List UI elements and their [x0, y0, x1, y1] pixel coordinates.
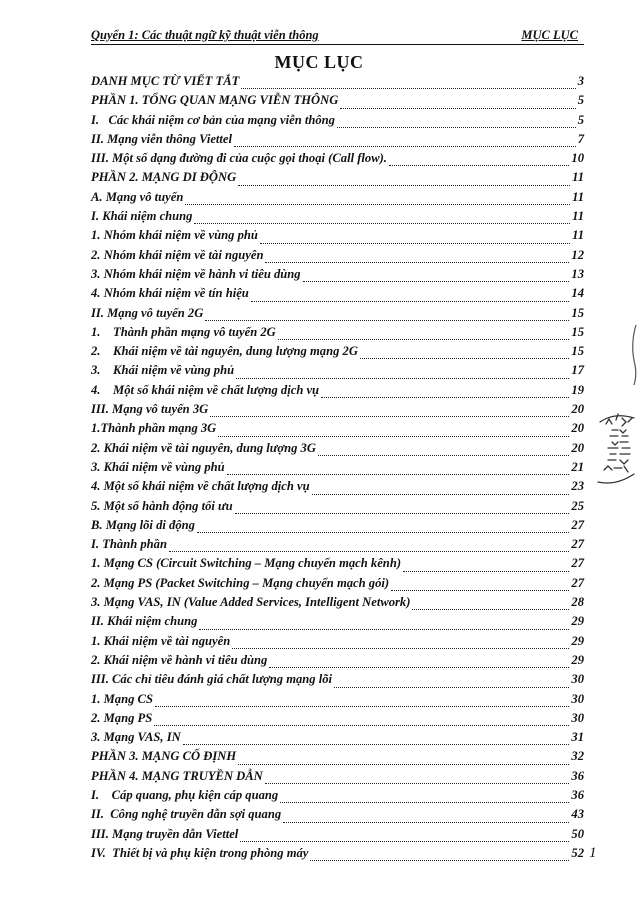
- toc-entry-label: 1. Khái niệm về tài nguyên: [91, 633, 231, 648]
- dot-leader: [265, 262, 569, 263]
- dot-leader: [199, 629, 569, 630]
- toc-entry-page: 36: [571, 768, 584, 783]
- toc-entry[interactable]: [91, 672, 584, 691]
- toc-entry[interactable]: [91, 248, 584, 267]
- toc-entry-page: 50: [571, 826, 584, 841]
- toc-entry-label: 3. Khái niệm về vùng phủ: [91, 363, 235, 378]
- toc-entry-label: 5. Một số hành động tối ưu: [91, 498, 233, 513]
- toc-entry-page: 31: [571, 730, 584, 745]
- toc-entry[interactable]: [91, 846, 584, 865]
- toc-entry-label: 2. Mạng PS: [91, 710, 153, 725]
- toc-entry[interactable]: [91, 421, 584, 440]
- dot-leader: [241, 88, 575, 89]
- stamp-seal: [594, 408, 638, 488]
- toc-entry-label: I. Khái niệm chung: [91, 209, 193, 224]
- toc-entry[interactable]: [91, 93, 584, 112]
- toc-entry-label: B. Mạng lõi di động: [91, 517, 195, 532]
- dot-leader: [412, 609, 569, 610]
- toc-entry[interactable]: [91, 228, 584, 247]
- toc-entry-page: 25: [571, 498, 584, 513]
- toc-entry-label: III. Mạng truyền dẫn Viettel: [91, 826, 239, 841]
- toc-entry-label: 4. Nhóm khái niệm về tín hiệu: [91, 286, 249, 301]
- toc-entry-page: 11: [572, 189, 584, 204]
- toc-entry[interactable]: [91, 286, 584, 305]
- toc-entry[interactable]: [91, 306, 584, 325]
- dot-leader: [236, 378, 569, 379]
- toc-entry-label: 2. Khái niệm về tài nguyên, dung lượng mạng 2G: [91, 344, 358, 359]
- toc-entry[interactable]: [91, 556, 584, 575]
- edge-mark: [628, 325, 638, 385]
- toc-entry-label: 2. Khái niệm về hành vi tiêu dùng: [91, 652, 268, 667]
- toc-entry[interactable]: [91, 576, 584, 595]
- toc-entry-page: 27: [571, 556, 584, 571]
- toc-entry[interactable]: [91, 634, 584, 653]
- toc-entry-label: 3. Mạng VAS, IN (Value Added Services, Intelligent Network): [91, 595, 411, 610]
- toc-entry[interactable]: [91, 711, 584, 730]
- toc-entry-label: I. Thành phần: [91, 537, 167, 552]
- toc-entry-label: 2. Nhóm khái niệm về tài nguyên: [91, 247, 264, 262]
- toc-entry-label: 3. Nhóm khái niệm về hành vi tiêu dùng: [91, 266, 301, 281]
- dot-leader: [218, 436, 569, 437]
- toc-entry-label: III. Một số dạng đường đi của cuộc gọi thoại (Call flow).: [91, 151, 387, 166]
- toc-entry-page: 30: [571, 710, 584, 725]
- toc-entry[interactable]: [91, 479, 584, 498]
- toc-entry-page: 20: [571, 440, 584, 455]
- toc-entry-label: 3. Mạng VAS, IN: [91, 730, 181, 745]
- toc-entry-page: 27: [571, 517, 584, 532]
- toc-entry-label: DANH MỤC TỪ VIẾT TẮT: [91, 74, 240, 88]
- toc-entry[interactable]: [91, 499, 584, 518]
- toc-entry-page: 15: [571, 344, 584, 359]
- dot-leader: [238, 764, 569, 765]
- toc-entry-label: 1.Thành phần mạng 3G: [91, 421, 217, 436]
- toc-entry[interactable]: [91, 344, 584, 363]
- toc-entry-label: PHẦN 3. MẠNG CỐ ĐỊNH: [91, 749, 237, 764]
- toc-entry[interactable]: [91, 653, 584, 672]
- toc-entry-page: 14: [571, 286, 584, 301]
- dot-leader: [321, 397, 569, 398]
- toc-entry[interactable]: [91, 460, 584, 479]
- toc-entry-label: A. Mạng vô tuyến: [91, 189, 184, 204]
- header-book-title: Quyển 1: Các thuật ngữ kỹ thuật viễn thông: [91, 28, 319, 42]
- toc-entry[interactable]: [91, 132, 584, 151]
- toc-entry[interactable]: [91, 807, 584, 826]
- dot-leader: [360, 358, 569, 359]
- toc-entry-page: 36: [571, 787, 584, 802]
- toc-entry-page: 30: [571, 691, 584, 706]
- toc-entry[interactable]: [91, 170, 584, 189]
- dot-leader: [312, 494, 570, 495]
- header-section-title: MỤC LỤC: [521, 28, 578, 42]
- page-title: MỤC LỤC: [274, 52, 364, 72]
- toc-entry-page: 23: [571, 479, 584, 494]
- dot-leader: [389, 165, 569, 166]
- toc-entry-page: 3: [577, 74, 584, 88]
- toc-entry[interactable]: [91, 74, 584, 93]
- dot-leader: [240, 841, 569, 842]
- toc-entry[interactable]: [91, 190, 584, 209]
- dot-leader: [235, 513, 570, 514]
- toc-entry[interactable]: [91, 209, 584, 228]
- toc-entry-page: 21: [571, 459, 584, 474]
- toc-entry-label: 1. Mạng CS: [91, 691, 153, 706]
- toc-entry-page: 20: [571, 402, 584, 417]
- dot-leader: [310, 860, 569, 861]
- page-number: 1: [589, 845, 597, 861]
- toc-entry-page: 29: [571, 633, 584, 648]
- dot-leader: [337, 127, 576, 128]
- toc-entry[interactable]: [91, 113, 584, 132]
- dot-leader: [227, 474, 570, 475]
- toc-entry-page: 15: [571, 305, 584, 320]
- toc-entry[interactable]: [91, 614, 584, 633]
- toc-entry-label: IV. Thiết bị và phụ kiện trong phòng máy: [91, 845, 309, 860]
- toc-entry-label: II. Mạng viễn thông Viettel: [91, 131, 233, 146]
- toc-entry-page: 11: [572, 170, 584, 185]
- dot-leader: [265, 783, 570, 784]
- toc-entry-page: 7: [577, 131, 584, 146]
- dot-leader: [210, 416, 569, 417]
- toc-entry-page: 12: [571, 247, 584, 262]
- dot-leader: [334, 687, 569, 688]
- toc-entry-label: 2. Khái niệm về tài nguyên, dung lượng 3G: [91, 440, 316, 455]
- toc-entry-label: 4. Một số khái niệm về chất lượng dịch vụ: [91, 382, 320, 397]
- toc-entry-page: 43: [571, 807, 584, 822]
- running-header: [91, 26, 584, 45]
- toc-entry-label: II. Mạng vô tuyến 2G: [91, 305, 204, 320]
- toc-entry-page: 29: [571, 614, 584, 629]
- toc-entry-page: 11: [572, 228, 584, 243]
- toc-entry-page: 13: [571, 266, 584, 281]
- toc-entry[interactable]: [91, 402, 584, 421]
- toc-entry-label: PHẦN 4. MẠNG TRUYỀN DẪN: [91, 768, 263, 783]
- dot-leader: [232, 648, 569, 649]
- toc-entry[interactable]: [91, 595, 584, 614]
- dot-leader: [185, 204, 570, 205]
- toc-entry-label: 1. Mạng CS (Circuit Switching – Mạng chuyển mạch kênh): [91, 556, 402, 571]
- toc-entry[interactable]: [91, 151, 584, 170]
- dot-leader: [197, 532, 569, 533]
- toc-entry[interactable]: [91, 730, 584, 749]
- dot-leader: [318, 455, 569, 456]
- toc-entry-page: 10: [571, 151, 584, 166]
- toc-entry-page: 5: [577, 93, 584, 108]
- dot-leader: [269, 667, 569, 668]
- dot-leader: [169, 551, 569, 552]
- toc-entry-page: 28: [571, 595, 584, 610]
- toc-entry-label: III. Mạng vô tuyến 3G: [91, 402, 209, 417]
- dot-leader: [391, 590, 569, 591]
- toc-entry-label: PHẦN 1. TỔNG QUAN MẠNG VIỄN THÔNG: [91, 93, 339, 108]
- toc-entry-label: 2. Mạng PS (Packet Switching – Mạng chuyển mạch gói): [91, 575, 390, 590]
- dot-leader: [251, 301, 570, 302]
- toc-entry[interactable]: [91, 788, 584, 807]
- toc-entry-page: 27: [571, 537, 584, 552]
- dot-leader: [183, 744, 570, 745]
- dot-leader: [238, 185, 570, 186]
- toc-entry-label: 1. Thành phần mạng vô tuyến 2G: [91, 324, 276, 339]
- toc-entry-label: II. Khái niệm chung: [91, 614, 198, 629]
- toc-entry[interactable]: [91, 692, 584, 711]
- toc-entry[interactable]: [91, 325, 584, 344]
- dot-leader: [260, 243, 570, 244]
- dot-leader: [403, 571, 569, 572]
- toc-entry-page: 11: [572, 209, 584, 224]
- toc-entry-page: 27: [571, 575, 584, 590]
- toc-entry-page: 19: [571, 382, 584, 397]
- toc-entry-page: 32: [571, 749, 584, 764]
- toc-entry-label: II. Công nghệ truyền dẫn sợi quang: [91, 807, 282, 822]
- toc-entry[interactable]: [91, 267, 584, 286]
- dot-leader: [194, 223, 570, 224]
- toc-entry-label: 1. Nhóm khái niệm về vùng phủ: [91, 228, 258, 243]
- toc-entry-page: 5: [577, 112, 584, 127]
- toc-entry[interactable]: [91, 518, 584, 537]
- toc-entry-label: I. Cáp quang, phụ kiện cáp quang: [91, 787, 279, 802]
- toc-entry[interactable]: [91, 537, 584, 556]
- toc-entry-page: 30: [571, 672, 584, 687]
- toc-entry-page: 20: [571, 421, 584, 436]
- toc-entry-page: 52: [571, 845, 584, 860]
- toc-entry-label: 3. Khái niệm về vùng phủ: [91, 459, 225, 474]
- toc-entry[interactable]: [91, 749, 584, 768]
- toc-entry-label: PHẦN 2. MẠNG DI ĐỘNG: [91, 170, 237, 185]
- dot-leader: [340, 108, 575, 109]
- dot-leader: [280, 802, 569, 803]
- toc-entry-label: III. Các chỉ tiêu đánh giá chất lượng mạng lõi: [91, 672, 333, 687]
- toc-entry[interactable]: [91, 827, 584, 846]
- toc-entry[interactable]: [91, 383, 584, 402]
- dot-leader: [303, 281, 570, 282]
- toc-entry-label: 4. Một số khái niệm về chất lượng dịch vụ: [91, 479, 310, 494]
- toc-entry[interactable]: [91, 363, 584, 382]
- dot-leader: [155, 706, 569, 707]
- toc-entry-page: 29: [571, 652, 584, 667]
- toc-entry[interactable]: [91, 769, 584, 788]
- toc-entry-page: 17: [571, 363, 584, 378]
- dot-leader: [154, 725, 569, 726]
- dot-leader: [205, 320, 569, 321]
- dot-leader: [278, 339, 570, 340]
- dot-leader: [234, 146, 576, 147]
- toc-entry[interactable]: [91, 441, 584, 460]
- toc-entry-label: I. Các khái niệm cơ bản của mạng viễn thông: [91, 112, 335, 127]
- table-of-contents: [91, 74, 584, 865]
- dot-leader: [283, 822, 569, 823]
- toc-entry-page: 15: [571, 324, 584, 339]
